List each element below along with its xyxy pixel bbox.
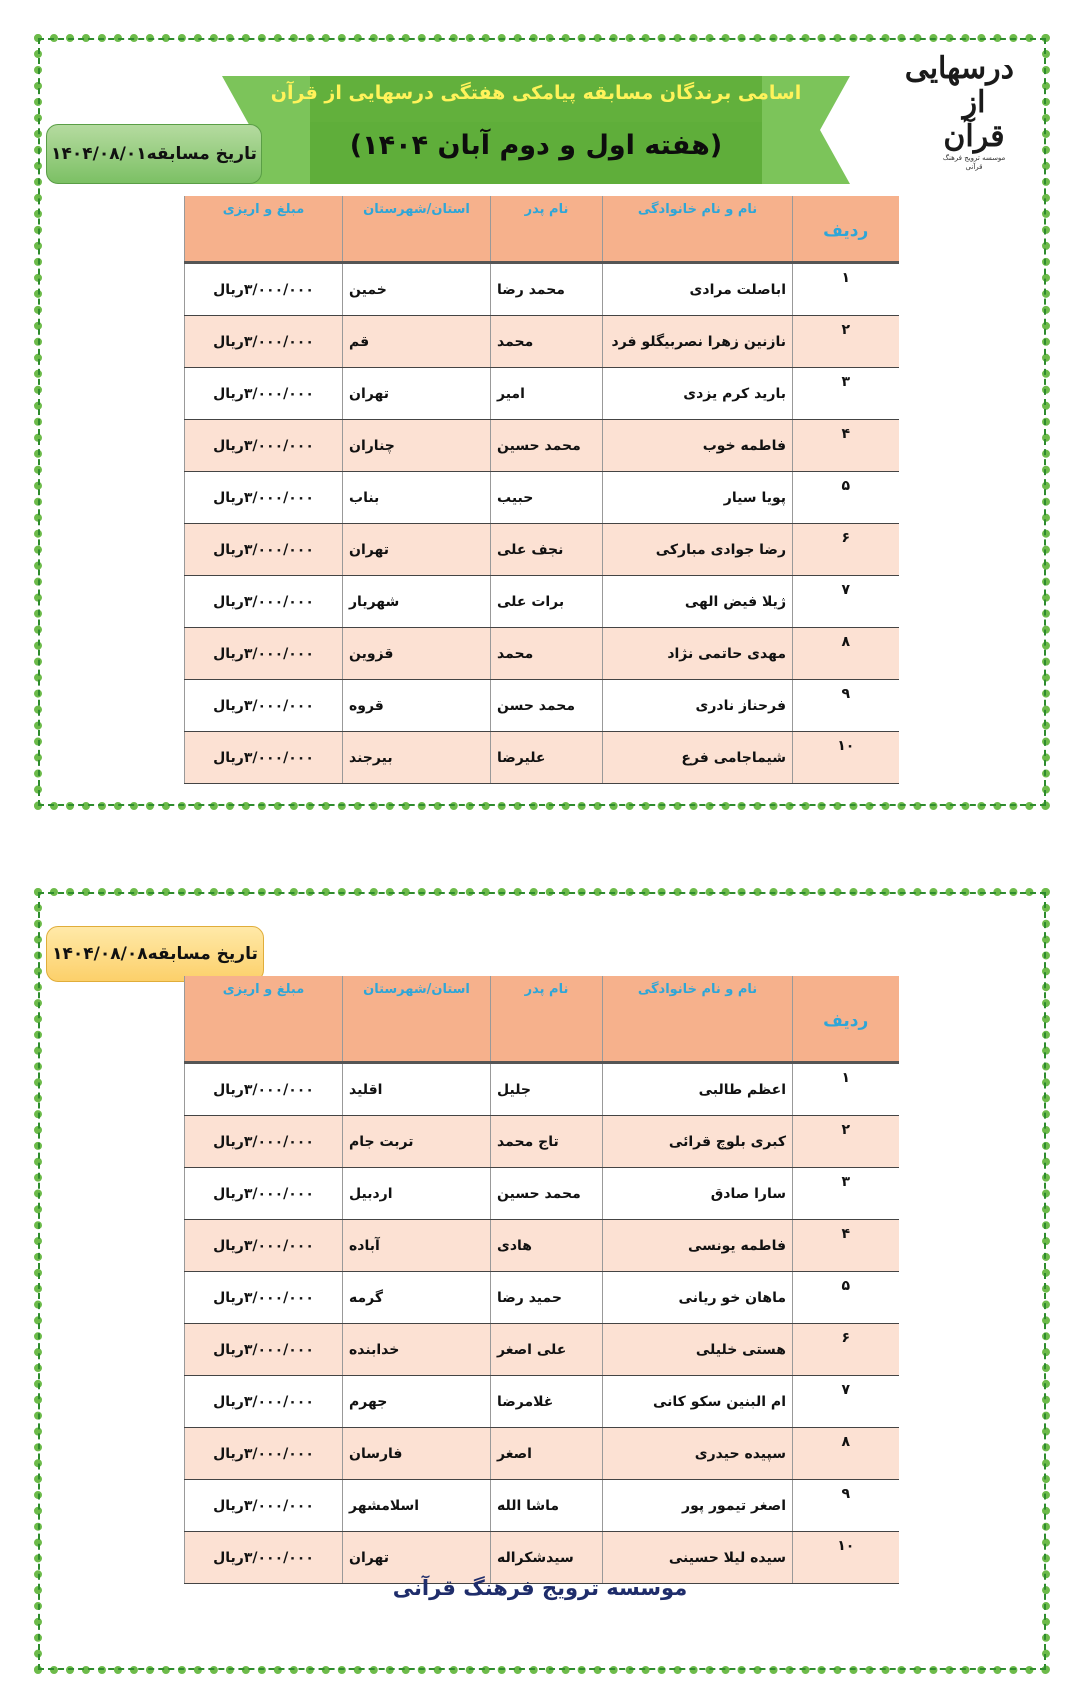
prize-amount: ۳/۰۰۰/۰۰۰ریال: [185, 1532, 343, 1584]
prize-amount: ۳/۰۰۰/۰۰۰ریال: [185, 263, 343, 316]
winner-name: رضا جوادی مبارکی: [603, 524, 793, 576]
table-row: [185, 1480, 899, 1532]
col-index: ردیف: [793, 976, 899, 1063]
logo: [904, 51, 1014, 171]
prize-amount: ۳/۰۰۰/۰۰۰ریال: [185, 420, 343, 472]
table-row: [185, 1220, 899, 1272]
row-index: ۲: [793, 1116, 899, 1168]
winner-name: فاطمه خوب: [603, 420, 793, 472]
table-row: [185, 680, 899, 732]
table-row: [185, 1116, 899, 1168]
table-row: [185, 1376, 899, 1428]
row-index: ۷: [793, 1376, 899, 1428]
table-row: [185, 1272, 899, 1324]
city-name: بیرجند: [343, 732, 491, 784]
winner-name: سپیده حیدری: [603, 1428, 793, 1480]
winner-name: فرحناز نادری: [603, 680, 793, 732]
winner-name: کبری بلوچ قرائی: [603, 1116, 793, 1168]
city-name: اقلید: [343, 1063, 491, 1116]
city-name: قم: [343, 316, 491, 368]
winners-table-week1: [184, 196, 899, 784]
father-name: تاج محمد: [491, 1116, 603, 1168]
winner-name: ژیلا فیض الهی: [603, 576, 793, 628]
prize-amount: ۳/۰۰۰/۰۰۰ریال: [185, 1376, 343, 1428]
table-row: [185, 263, 899, 316]
contest-date-week2: تاریخ مسابقه۱۴۰۴/۰۸/۰۸: [46, 926, 264, 982]
table-row: [185, 732, 899, 784]
row-index: ۸: [793, 1428, 899, 1480]
logo-subtext: موسسه ترویج فرهنگ قرآنی: [942, 154, 1006, 171]
winner-name: شیماجامی فرع: [603, 732, 793, 784]
winner-name: سیده لیلا حسینی: [603, 1532, 793, 1584]
col-city: استان/شهرستان: [343, 196, 491, 263]
prize-amount: ۳/۰۰۰/۰۰۰ریال: [185, 576, 343, 628]
winner-name: پویا سیار: [603, 472, 793, 524]
winner-name: ماهان خو ریانی: [603, 1272, 793, 1324]
prize-amount: ۳/۰۰۰/۰۰۰ریال: [185, 1428, 343, 1480]
table-header-row: [185, 196, 899, 263]
prize-amount: ۳/۰۰۰/۰۰۰ریال: [185, 1272, 343, 1324]
banner-title: اسامی برندگان مسابقه پیامکی هفتگی درسهایی از قرآن: [270, 82, 802, 104]
row-index: ۳: [793, 368, 899, 420]
col-amount: مبلغ و اریزی: [185, 976, 343, 1063]
father-name: محمد رضا: [491, 263, 603, 316]
father-name: ماشا الله: [491, 1480, 603, 1532]
col-name: نام و نام خانوادگی: [603, 976, 793, 1063]
row-index: ۵: [793, 472, 899, 524]
prize-amount: ۳/۰۰۰/۰۰۰ریال: [185, 1480, 343, 1532]
row-index: ۸: [793, 628, 899, 680]
father-name: سیدشکراله: [491, 1532, 603, 1584]
city-name: جهرم: [343, 1376, 491, 1428]
father-name: علیرضا: [491, 732, 603, 784]
father-name: علی اصغر: [491, 1324, 603, 1376]
winner-name: ام البنین سکو کانی: [603, 1376, 793, 1428]
city-name: تهران: [343, 368, 491, 420]
row-index: ۶: [793, 524, 899, 576]
winners-table-week2: [184, 976, 899, 1584]
row-index: ۴: [793, 420, 899, 472]
title-banner: [222, 76, 850, 184]
city-name: شهریار: [343, 576, 491, 628]
winner-name: اباصلت مرادی: [603, 263, 793, 316]
prize-amount: ۳/۰۰۰/۰۰۰ریال: [185, 732, 343, 784]
city-name: خدابنده: [343, 1324, 491, 1376]
father-name: هادی: [491, 1220, 603, 1272]
table-row: [185, 1168, 899, 1220]
winner-name: هستی خلیلی: [603, 1324, 793, 1376]
prize-amount: ۳/۰۰۰/۰۰۰ریال: [185, 524, 343, 576]
table-row: [185, 524, 899, 576]
winner-name: مهدی حاتمی نژاد: [603, 628, 793, 680]
table-row: [185, 420, 899, 472]
table-row: [185, 1324, 899, 1376]
table-row: [185, 628, 899, 680]
city-name: آباده: [343, 1220, 491, 1272]
prize-amount: ۳/۰۰۰/۰۰۰ریال: [185, 1220, 343, 1272]
father-name: برات علی: [491, 576, 603, 628]
father-name: امیر: [491, 368, 603, 420]
col-name: نام و نام خانوادگی: [603, 196, 793, 263]
row-index: ۷: [793, 576, 899, 628]
prize-amount: ۳/۰۰۰/۰۰۰ریال: [185, 628, 343, 680]
row-index: ۹: [793, 1480, 899, 1532]
table-row: [185, 368, 899, 420]
table-header-row: [185, 976, 899, 1063]
contest-date-week1: تاریخ مسابقه۱۴۰۴/۰۸/۰۱: [46, 124, 262, 184]
father-name: محمد حسن: [491, 680, 603, 732]
city-name: گرمه: [343, 1272, 491, 1324]
father-name: نجف علی: [491, 524, 603, 576]
prize-amount: ۳/۰۰۰/۰۰۰ریال: [185, 1168, 343, 1220]
city-name: چناران: [343, 420, 491, 472]
father-name: غلامرضا: [491, 1376, 603, 1428]
row-index: ۱: [793, 263, 899, 316]
city-name: تربت جام: [343, 1116, 491, 1168]
table-row: [185, 472, 899, 524]
footer-org-name: موسسه ترویج فرهنگ قرآنی: [392, 1576, 688, 1600]
prize-amount: ۳/۰۰۰/۰۰۰ریال: [185, 316, 343, 368]
city-name: قروه: [343, 680, 491, 732]
winner-name: فاطمه یونسی: [603, 1220, 793, 1272]
father-name: حبیب: [491, 472, 603, 524]
father-name: محمد: [491, 628, 603, 680]
city-name: اسلامشهر: [343, 1480, 491, 1532]
table-row: [185, 1428, 899, 1480]
col-father: نام پدر: [491, 196, 603, 263]
row-index: ۲: [793, 316, 899, 368]
row-index: ۱۰: [793, 1532, 899, 1584]
city-name: اردبیل: [343, 1168, 491, 1220]
city-name: تهران: [343, 524, 491, 576]
table-row: [185, 576, 899, 628]
city-name: بناب: [343, 472, 491, 524]
winner-name: نازنین زهرا نصربیگلو فرد: [603, 316, 793, 368]
row-index: ۶: [793, 1324, 899, 1376]
city-name: تهران: [343, 1532, 491, 1584]
col-father: نام پدر: [491, 976, 603, 1063]
prize-amount: ۳/۰۰۰/۰۰۰ریال: [185, 1324, 343, 1376]
banner-subtitle: (هفته اول و دوم آبان ۱۴۰۴): [349, 130, 723, 161]
row-index: ۱: [793, 1063, 899, 1116]
prize-amount: ۳/۰۰۰/۰۰۰ریال: [185, 1063, 343, 1116]
father-name: محمد حسین: [491, 420, 603, 472]
city-name: خمین: [343, 263, 491, 316]
winner-name: سارا صادق: [603, 1168, 793, 1220]
city-name: فارسان: [343, 1428, 491, 1480]
col-index: ردیف: [793, 196, 899, 263]
row-index: ۹: [793, 680, 899, 732]
winner-name: بارید کرم یزدی: [603, 368, 793, 420]
prize-amount: ۳/۰۰۰/۰۰۰ریال: [185, 1116, 343, 1168]
city-name: قزوین: [343, 628, 491, 680]
father-name: محمد: [491, 316, 603, 368]
logo-calligraphy: درسهایی از قرآن: [904, 51, 1014, 154]
winner-name: اعظم طالبی: [603, 1063, 793, 1116]
prize-amount: ۳/۰۰۰/۰۰۰ریال: [185, 368, 343, 420]
father-name: اصغر: [491, 1428, 603, 1480]
father-name: حمید رضا: [491, 1272, 603, 1324]
winner-name: اصغر تیمور پور: [603, 1480, 793, 1532]
table-row: [185, 316, 899, 368]
father-name: جلیل: [491, 1063, 603, 1116]
father-name: محمد حسین: [491, 1168, 603, 1220]
col-city: استان/شهرستان: [343, 976, 491, 1063]
row-index: ۵: [793, 1272, 899, 1324]
prize-amount: ۳/۰۰۰/۰۰۰ریال: [185, 472, 343, 524]
row-index: ۴: [793, 1220, 899, 1272]
prize-amount: ۳/۰۰۰/۰۰۰ریال: [185, 680, 343, 732]
table-row: [185, 1063, 899, 1116]
row-index: ۳: [793, 1168, 899, 1220]
col-amount: مبلغ و اریزی: [185, 196, 343, 263]
row-index: ۱۰: [793, 732, 899, 784]
